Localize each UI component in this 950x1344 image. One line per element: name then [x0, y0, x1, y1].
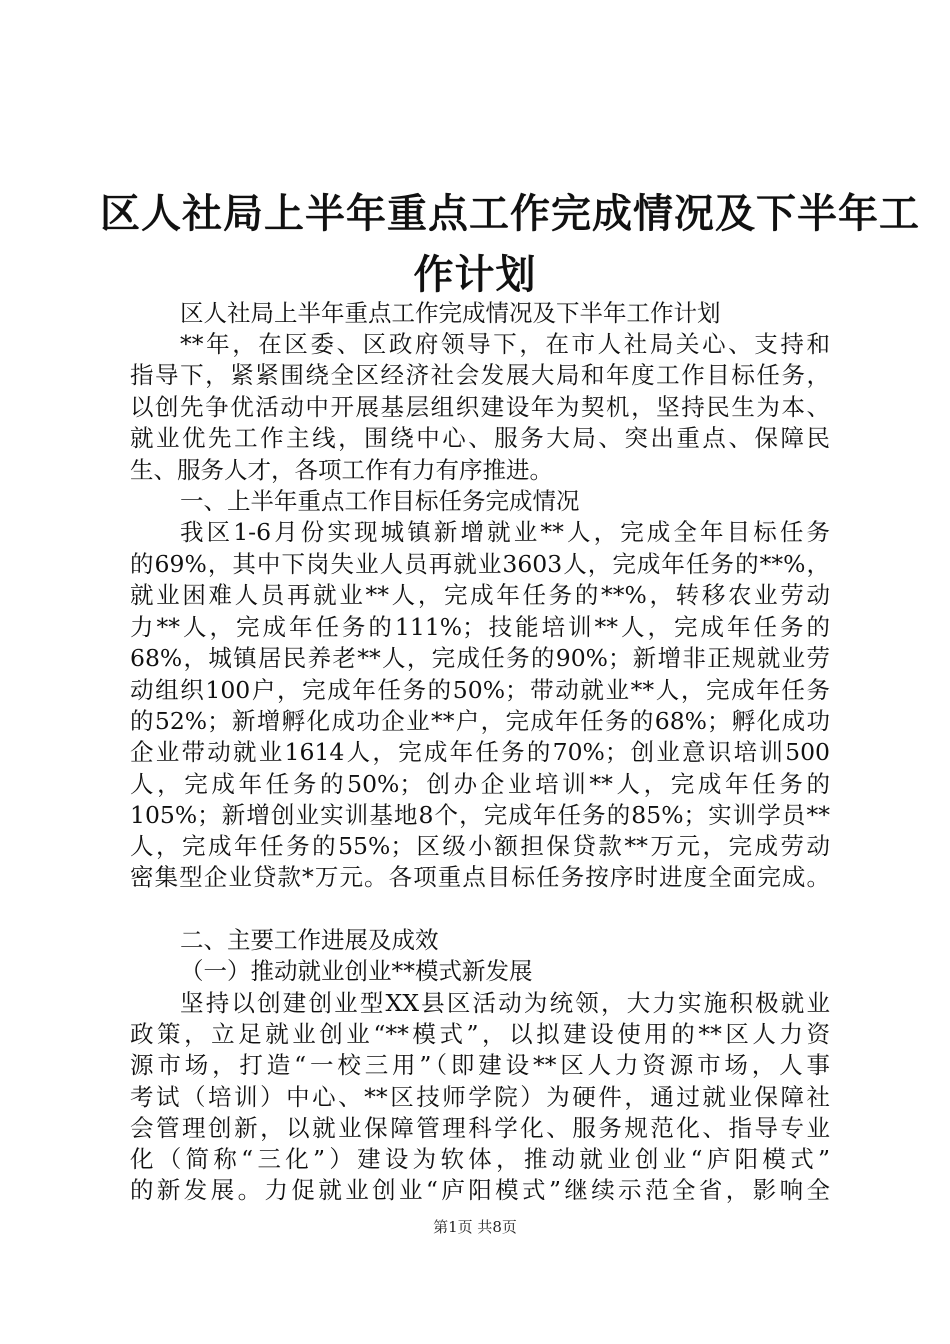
document-title-line-2: 作计划	[413, 251, 537, 298]
paragraph-line: 力**人，完成年任务的111%；技能培训**人，完成年任务的	[130, 613, 830, 641]
paragraph-line: 我区1-6月份实现城镇新增就业**人，完成全年目标任务	[180, 518, 830, 546]
paragraph-line: 的52%；新增孵化成功企业**户，完成年任务的68%；孵化成功	[130, 707, 830, 735]
paragraph-line: 人，完成年任务的55%；区级小额担保贷款**万元，完成劳动	[130, 832, 830, 860]
paragraph-line: 企业带动就业1614人，完成年任务的70%；创业意识培训500	[130, 738, 830, 766]
paragraph-line: 指导下，紧紧围绕全区经济社会发展大局和年度工作目标任务，	[130, 361, 830, 389]
paragraph-line: 坚持以创建创业型XX县区活动为统领，大力实施积极就业	[180, 989, 830, 1017]
section-heading: 一、上半年重点工作目标任务完成情况	[180, 487, 580, 515]
paragraph-line: 政策，立足就业创业“**模式”，以拟建设使用的**区人力资	[130, 1020, 830, 1048]
paragraph-line: 以创先争优活动中开展基层组织建设年为契机，坚持民生为本、	[130, 393, 830, 421]
paragraph-line: 就业困难人员再就业**人，完成年任务的**%，转移农业劳动	[130, 581, 830, 609]
paragraph-line: 源市场，打造“一校三用”（即建设**区人力资源市场，人事	[130, 1051, 830, 1079]
paragraph-line: 生、服务人才，各项工作有力有序推进。	[130, 456, 553, 484]
paragraph-line: 68%，城镇居民养老**人，完成任务的90%；新增非正规就业劳	[130, 644, 830, 672]
paragraph-line: 考试（培训）中心、**区技师学院）为硬件，通过就业保障社	[130, 1083, 830, 1111]
subtitle-line: 区人社局上半年重点工作完成情况及下半年工作计划	[180, 299, 721, 327]
document-title-line-1: 区人社局上半年重点工作完成情况及下半年工	[100, 190, 920, 237]
paragraph-line: 会管理创新，以就业保障管理科学化、服务规范化、指导专业	[130, 1114, 830, 1142]
paragraph-line: 动组织100户，完成年任务的50%；带动就业**人，完成年任务	[130, 676, 830, 704]
page-footer: 第1页 共8页	[433, 1218, 517, 1236]
section-heading: 二、主要工作进展及成效	[180, 926, 439, 954]
paragraph-line: 密集型企业贷款*万元。各项重点目标任务按序时进度全面完成。	[130, 863, 830, 891]
paragraph-line: **年，在区委、区政府领导下，在市人社局关心、支持和	[180, 330, 830, 358]
paragraph-line: 化（简称“三化”）建设为软体，推动就业创业“庐阳模式”	[130, 1145, 830, 1173]
paragraph-line: 就业优先工作主线，围绕中心、服务大局、突出重点、保障民	[130, 424, 830, 452]
paragraph-line: 人，完成年任务的50%；创办企业培训**人，完成年任务的	[130, 770, 830, 798]
subsection-heading: （一）推动就业创业**模式新发展	[180, 957, 533, 985]
paragraph-line: 的69%，其中下岗失业人员再就业3603人，完成年任务的**%，	[130, 550, 830, 578]
paragraph-line: 的新发展。力促就业创业“庐阳模式”继续示范全省，影响全	[130, 1176, 830, 1204]
paragraph-line: 105%；新增创业实训基地8个，完成年任务的85%；实训学员**	[130, 801, 830, 829]
